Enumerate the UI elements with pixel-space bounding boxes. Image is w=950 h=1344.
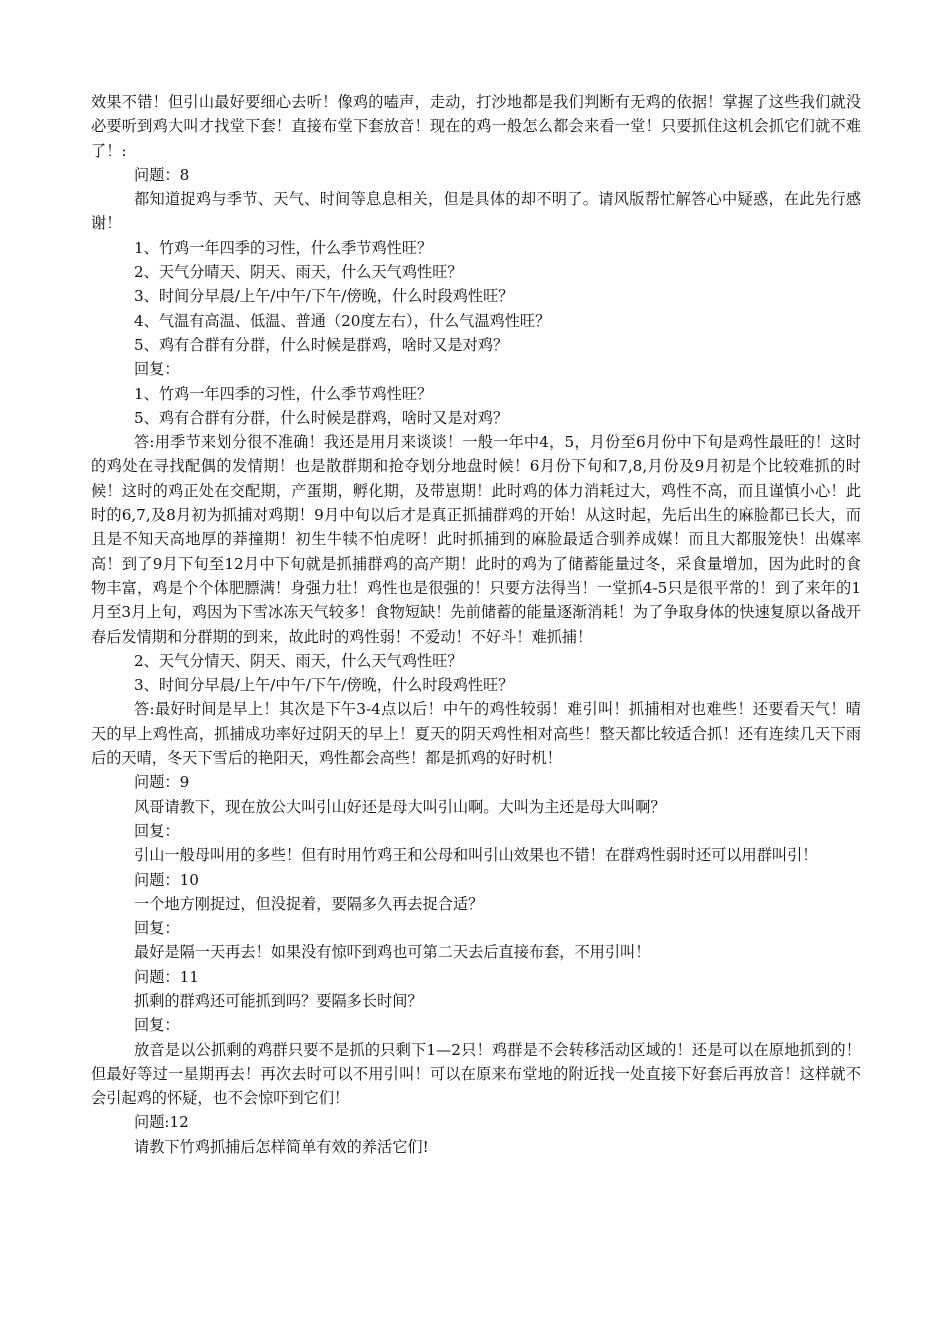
document-body xyxy=(91,90,861,1159)
reply-item: 2、天气分情天、阴天、雨天，什么天气鸡性旺？ xyxy=(134,651,463,670)
question-heading: 问题：9 xyxy=(134,773,190,792)
question-item: 2、天气分晴天、阴天、雨天，什么天气鸡性旺？ xyxy=(134,263,463,282)
reply-item: 1、竹鸡一年四季的习性，什么季节鸡性旺？ xyxy=(134,384,433,403)
reply-heading: 回复： xyxy=(134,821,180,840)
reply-heading: 回复： xyxy=(134,360,180,379)
question-item: 4、气温有高温、低温、普通（20度左右），什么气温鸡性旺？ xyxy=(134,311,551,330)
question-text: 请教下竹鸡抓捕后怎样简单有效的养活它们! xyxy=(134,1137,429,1156)
question-item: 1、竹鸡一年四季的习性，什么季节鸡性旺？ xyxy=(134,238,433,257)
reply-heading: 回复： xyxy=(134,919,180,938)
reply-item: 3、时间分早晨/上午/中午/下午/傍晚，什么时段鸡性旺？ xyxy=(134,676,514,695)
answer-paragraph: 答:最好时间是早上！其次是下午3-4点以后！中午的鸡性较弱！难引叫！抓捕相对也难些！还要看天气！晴天的早上鸡性高，抓捕成功率好过阴天的早上！夏天的阴天鸡性相对高些！整天都比较适合抓！还有连续几天下雨后的天晴，冬天下雪后的艳阳天，鸡性都会高些！都是抓鸡的好时机！ xyxy=(91,700,861,768)
question-text: 一个地方刚捉过，但没捉着，要隔多久再去捉合适？ xyxy=(134,894,484,913)
question-text: 风哥请教下，现在放公大叫引山好还是母大叫引山啊。大叫为主还是母大叫啊？ xyxy=(134,797,666,816)
question-text: 都知道捉鸡与季节、天气、时间等息息相关，但是具体的却不明了。请风版帮忙解答心中疑惑，在此先行感谢！ xyxy=(91,190,861,233)
answer-paragraph: 最好是隔一天再去！如果没有惊吓到鸡也可第二天去后直接布套，不用引叫！ xyxy=(134,943,651,962)
answer-paragraph: 放音是以公抓剩的鸡群只要不是抓的只剩下1—2只！鸡群是不会转移活动区域的！还是可以在原地抓到的！但最好等过一星期再去！再次去时可以不用引叫！可以在原来布堂地的附近找一处直接下好套后再放音！这样就不会引起鸡的怀疑，也不会惊吓到它们！ xyxy=(91,1040,861,1108)
question-item: 3、时间分早晨/上午/中午/下午/傍晚，什么时段鸡性旺？ xyxy=(134,287,514,306)
question-heading: 问题：8 xyxy=(134,165,190,184)
question-heading: 问题：10 xyxy=(134,870,199,889)
answer-paragraph: 答:用季节来划分很不准确！我还是用月来谈谈！一般一年中4，5，月份至6月份中下旬是鸡性最旺的！这时的鸡处在寻找配偶的发情期！也是散群期和抢夺划分地盘时候！6月份下旬和7,8,月份及9月初是个比较难抓的时候！这时的鸡正处在交配期，产蛋期，孵化期，及带崽期！此时鸡的体力消耗过大，鸡性不高，而且谨慎小心！此时的6,7,及8月初为抓捕对鸡期！9月中旬以后才是真正抓捕群鸡的开始！从这时起，先后出生的麻脸都已长大，而且是不知天高地厚的莽撞期！初生牛犊不怕虎呀！此时抓捕到的麻脸最适合驯养成媒！而且大都服笼快！出媒率高！到了9月下旬至12月中下旬就是抓捕群鸡的高产期！此时的鸡为了储蓄能量过冬，采食量增加，因为此时的食物丰富，鸡是个个体肥膘满！身强力壮！鸡性也是很强的！只要方法得当！一堂抓4-5只是很平常的！到了来年的1月至3月上旬，鸡因为下雪冰冻天气较多！食物短缺！先前储蓄的能量逐渐消耗！为了争取身体的快速复原以备战开春后发情期和分群期的到来，故此时的鸡性弱！不爱动！不好斗！难抓捕！ xyxy=(91,433,861,646)
reply-heading: 回复： xyxy=(134,1016,180,1035)
reply-item: 5、鸡有合群有分群，什么时候是群鸡，啥时又是对鸡？ xyxy=(134,408,509,427)
question-heading: 问题:12 xyxy=(134,1113,189,1132)
question-text: 抓剩的群鸡还可能抓到吗？要隔多长时间？ xyxy=(134,991,423,1010)
question-heading: 问题：11 xyxy=(134,967,199,986)
question-item: 5、鸡有合群有分群，什么时候是群鸡，啥时又是对鸡？ xyxy=(134,335,509,354)
paragraph: 效果不错！但引山最好要细心去听！像鸡的嗑声，走动，打沙地都是我们判断有无鸡的依据！掌握了这些我们就没必要听到鸡大叫才找堂下套！直接布堂下套放音！现在的鸡一般怎么都会来看一堂！只要抓住这机会抓它们就不难了！: xyxy=(91,93,861,160)
answer-paragraph: 引山一般母叫用的多些！但有时用竹鸡王和公母和叫引山效果也不错！在群鸡性弱时还可以用群叫引！ xyxy=(134,846,818,865)
